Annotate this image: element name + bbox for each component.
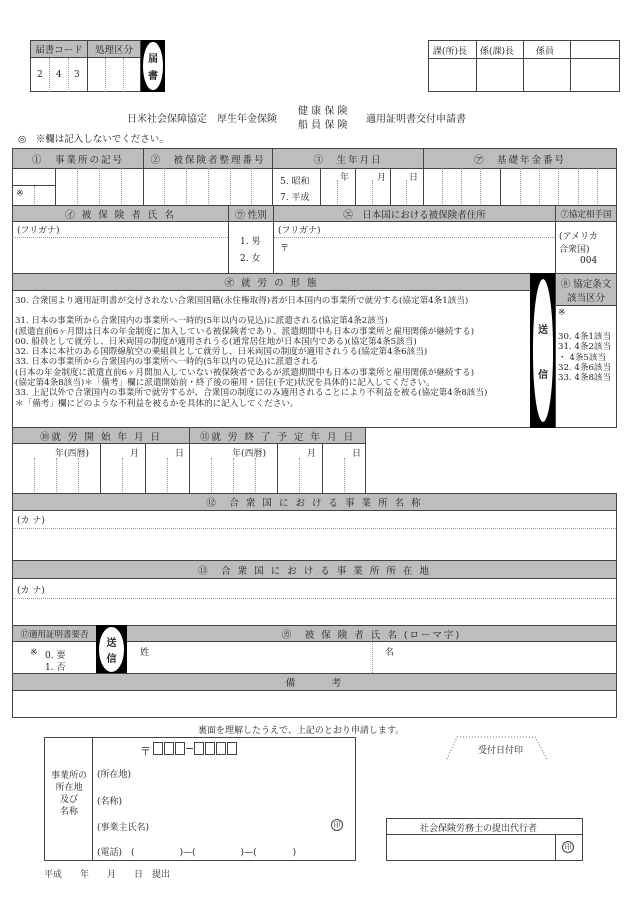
article-item: ・ 4条5該当 [558,352,607,363]
year-label: 年 [340,173,350,183]
office-address-header: ⑬ 合 衆 国 に お け る 事 業 所 所 在 地 [12,560,617,579]
end-year-label: 年(西暦) [232,449,267,459]
start-month-label: 月 [130,449,140,459]
sex-header: ㋒ 性別 [228,205,274,222]
name-furigana: (フリガナ) [17,226,60,236]
send-oval: 送 信 [530,273,556,428]
office-name-field[interactable] [12,510,617,561]
note: ◎ ※欄は記入しないでください。 [18,134,169,145]
address-furigana: (フリガナ) [278,226,321,236]
pension-number-header: ㋐ 基礎年金番号 [423,148,617,169]
cert-yes[interactable]: 0. 要 [45,651,66,661]
article-header: ⑧ 協定条文 該当区分 [555,273,617,306]
work-option[interactable]: 00. 船員として就労し、日米両国の制度が適用されうる(通常居住地が日本国内である)(協定第4条5該当) [15,336,417,347]
code-digit: 3 [74,70,80,80]
article-item: 32. 4条6該当 [558,362,612,373]
insured-number-header: ② 被保険者整理番号 [143,148,273,169]
row1-fields[interactable] [12,168,617,206]
article-item: 33. 4条8該当 [558,373,612,384]
code-digit: 2 [37,70,43,80]
birthdate-header: ③ 生年月日 [272,148,424,169]
office-code-header: ① 事業所の記号 [12,148,144,169]
seal-icon: 印 [331,819,343,831]
work-type-options[interactable]: 30. 合衆国より適用証明書が交付されない合衆国国籍(永住権取得)者が日本国内の事業所で就労する(協定第4条1該当) 31. 日本の事業所から合衆国内の事業所へ一時的(5年以内の見込)に派遣される(協定第4条2該当) (派遣直前6ヶ月間は日本の年金制度に加入している被保険者であり、派遣期間中も日本の事業所と雇用関係が継続する) 00. 船員として就労し、日米両国の制度が適用されうる(通常居住地が日本国内である)(協定第4条5該当) 32. 日本に本社のある国際線航空の乗組員として就労し、日米両国の制度が適用されうる(協定第4条6該当) 33. 日本の事業所から合衆国内の事業所へ一時的(5年以内の見込)に派遣される (日本の年金制度に派遣直前6ヶ月間加入していない被保険者であるが派遣期間中も日本の事業所と雇用関係が継続する) (協定第4条8該当)＊「備考」欄に派遣開始前・終了後の雇用・居住(予定)状況を具体的に記入してください。 33. 上記以外で合衆国内の事業所で就労するが、合衆国の制度にのみ適用されることにより不利益を被る(協定第4条8該当) ＊「備考」欄にどのような不利益を被るかを具体的に記入してください。 [15,296,488,409]
remarks-field[interactable] [12,690,617,718]
given-name-label: 名 [385,648,395,658]
owner-label: (事業主氏名) [97,823,150,833]
location-label: (所在地) [97,770,132,780]
form-code-label: 届書コード [30,40,88,58]
approval-col: 係(課)長 [480,47,515,57]
office-mark: ※ [16,189,24,199]
office-address-field[interactable] [12,578,617,626]
code-digit: 4 [56,70,62,80]
name-header: ㋑ 被 保 険 者 氏 名 [12,205,229,222]
start-date-header: ⑩就 労 開 始 年 月 日 [12,427,190,444]
postal-code-boxes[interactable] [153,742,237,755]
agent-seal-icon: 印 [562,841,574,853]
name-label: (名称) [97,797,123,807]
country-header: ⑦協定相手国 [555,205,617,222]
office-name-kana: (カ ナ) [17,516,45,526]
process-field [87,57,141,92]
send-oval-2: 送 信 [96,625,127,674]
stamp-label: 受付日付印 [478,746,524,756]
postal-mark: 〒 [140,745,151,758]
day-label: 日 [409,173,419,183]
end-day-label: 日 [352,449,362,459]
cert-mark: ※ [30,648,38,658]
end-date-header: ⑪就 労 終 了 予 定 年 月 日 [189,427,366,444]
start-day-label: 日 [175,449,185,459]
approval-col: 係員 [536,47,555,57]
declaration: 裏面を理解したうえで、上記のとおり申請します。 [198,726,405,736]
phone-label: (電話) ( )—( )—( ) [97,848,297,858]
work-type-header: ㋔ 就 労 の 形 態 [12,273,531,291]
title-ins2: 船 員 保 険 [298,120,348,131]
country-code: 004 [580,256,598,266]
cert-no[interactable]: 1. 否 [45,663,66,673]
work-option[interactable]: 31. 日本の事業所から合衆国内の事業所へ一時的(5年以内の見込)に派遣される(協定第4条2該当) [15,316,388,327]
cert-header: ⑰適用証明書要否 [12,625,97,642]
title-part2: 適用証明書交付申請書 [366,114,466,125]
country-name: (アメリカ [559,232,598,242]
remarks-header: 備 考 [12,673,617,691]
notification-oval: 届 書 [141,40,165,92]
office-name-header: ⑫ 合 衆 国 に お け る 事 業 所 名 称 [12,493,617,511]
sex-male[interactable]: 1. 男 [240,237,261,247]
surname-label: 姓 [140,648,150,658]
start-year-label: 年(西暦) [55,449,90,459]
end-month-label: 月 [307,449,317,459]
article-mark: ※ [558,308,566,318]
employer-box [44,737,356,861]
work-option[interactable]: 30. 合衆国より適用証明書が交付されない合衆国国籍(永住権取得)者が日本国内の事業所で就労する(協定第4条1該当) [15,296,469,306]
postal-mark: 〒 [280,244,290,254]
article-item: 30. 4条1該当 [558,332,612,342]
work-option[interactable]: 32. 日本に本社のある国際線航空の乗組員として就労し、日米両国の制度が適用されうる(協定第4条6該当) [15,347,428,358]
address-header: ㋓ 日本国における被保険者住所 [273,205,556,222]
employer-label: 事業所の 所在地 及び 名称 [50,771,87,817]
article-item: 31. 4条2該当 [558,342,612,353]
agent-label: 社会保険労務士の提出代行者 [420,824,538,834]
era-heisei[interactable]: 7. 平成 [280,193,310,203]
month-label: 月 [377,173,387,183]
sex-female[interactable]: 2. 女 [240,254,261,264]
roman-name-header: ㋕ 被 保 険 者 氏 名 (ローマ字) [126,625,617,642]
title-ins1: 健 康 保 険 [298,106,348,117]
process-label: 処理区分 [87,40,141,58]
work-option[interactable]: 33. 上記以外で合衆国内の事業所で就労するが、合衆国の制度にのみ適用されることにより不利益を被る(協定第4条8該当) [15,388,488,399]
submission-date: 平成 年 月 日 提出 [44,870,171,880]
era-showa[interactable]: 5. 昭和 [280,177,310,187]
work-option[interactable]: 33. 日本の事業所から合衆国内の事業所へ一時的(5年以内の見込)に派遣される [15,357,319,368]
office-address-kana: (カ ナ) [17,586,45,596]
title-part1: 日米社会保障協定 厚生年金保険 [127,114,277,125]
country-name2: 合衆国) [559,245,590,255]
approval-col: 課(所)長 [433,47,468,57]
